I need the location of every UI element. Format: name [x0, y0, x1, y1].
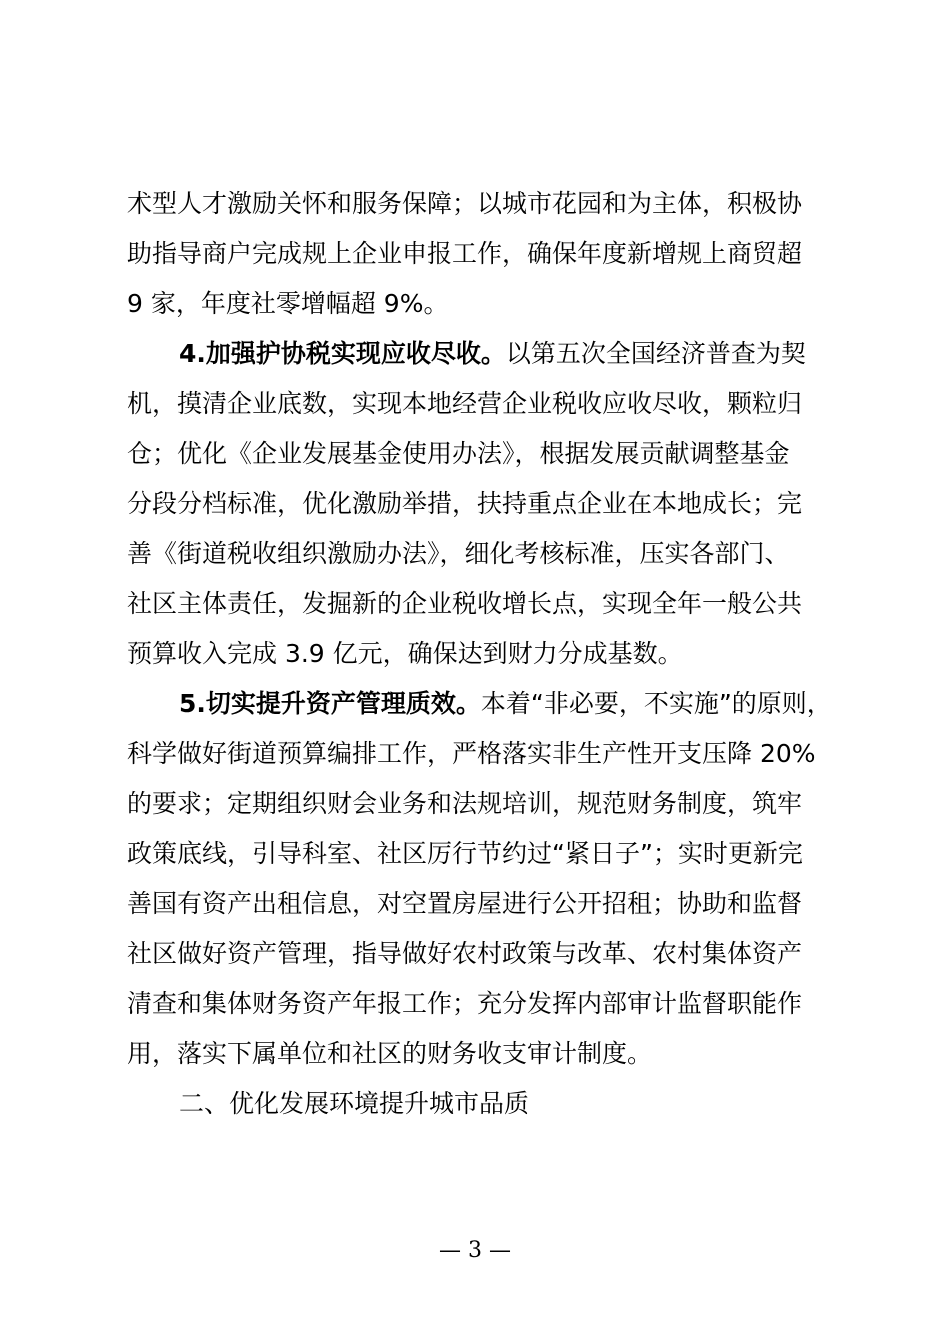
paragraph-line: 社区做好资产管理，指导做好农村政策与改革、农村集体资产	[127, 939, 803, 968]
item-5-heading: 5.切实提升资产管理质效。	[179, 689, 481, 718]
paragraph-line: 的要求；定期组织财会业务和法规培训，规范财务制度，筑牢	[127, 789, 803, 818]
paragraph-line: 善《街道税收组织激励办法》，细化考核标准，压实各部门、	[127, 539, 790, 568]
section-heading: 二、优化发展环境提升城市品质	[179, 1089, 530, 1118]
paragraph-line: 科学做好街道预算编排工作，严格落实非生产性开支压降 20%	[127, 739, 816, 768]
paragraph-line: 预算收入完成 3.9 亿元，确保达到财力分成基数。	[127, 639, 683, 668]
item-5-text: 本着“非必要，不实施”的原则，	[480, 689, 832, 718]
paragraph-line: 仓；优化《企业发展基金使用办法》，根据发展贡献调整基金	[127, 439, 790, 468]
paragraph-line: 善国有资产出租信息，对空置房屋进行公开招租；协助和监督	[127, 889, 803, 918]
paragraph-line: 术型人才激励关怀和服务保障；以城市花园和为主体，积极协	[127, 189, 803, 218]
item-4-heading: 4.加强护协税实现应收尽收。	[179, 339, 506, 368]
paragraph-line: 用，落实下属单位和社区的财务收支审计制度。	[127, 1039, 653, 1068]
item-4-first-line	[127, 329, 827, 379]
item-4-text: 以第五次全国经济普查为契	[505, 339, 806, 368]
paragraph-line: 分段分档标准，优化激励举措，扶持重点企业在本地成长；完	[127, 489, 803, 518]
paragraph-line: 政策底线，引导科室、社区厉行节约过“紧日子”；实时更新完	[127, 839, 803, 868]
paragraph-line: 社区主体责任，发掘新的企业税收增长点，实现全年一般公共	[127, 589, 803, 618]
page-number: — 3 —	[439, 1238, 511, 1263]
document-body	[127, 179, 832, 1129]
paragraph-line: 机，摸清企业底数，实现本地经营企业税收应收尽收，颗粒归	[127, 389, 803, 418]
paragraph-line: 9 家，年度社零增幅超 9%。	[127, 289, 449, 318]
item-5-first-line	[127, 679, 832, 729]
paragraph-line: 助指导商户完成规上企业申报工作，确保年度新增规上商贸超	[127, 239, 803, 268]
paragraph-line: 清查和集体财务资产年报工作；充分发挥内部审计监督职能作	[127, 989, 803, 1018]
